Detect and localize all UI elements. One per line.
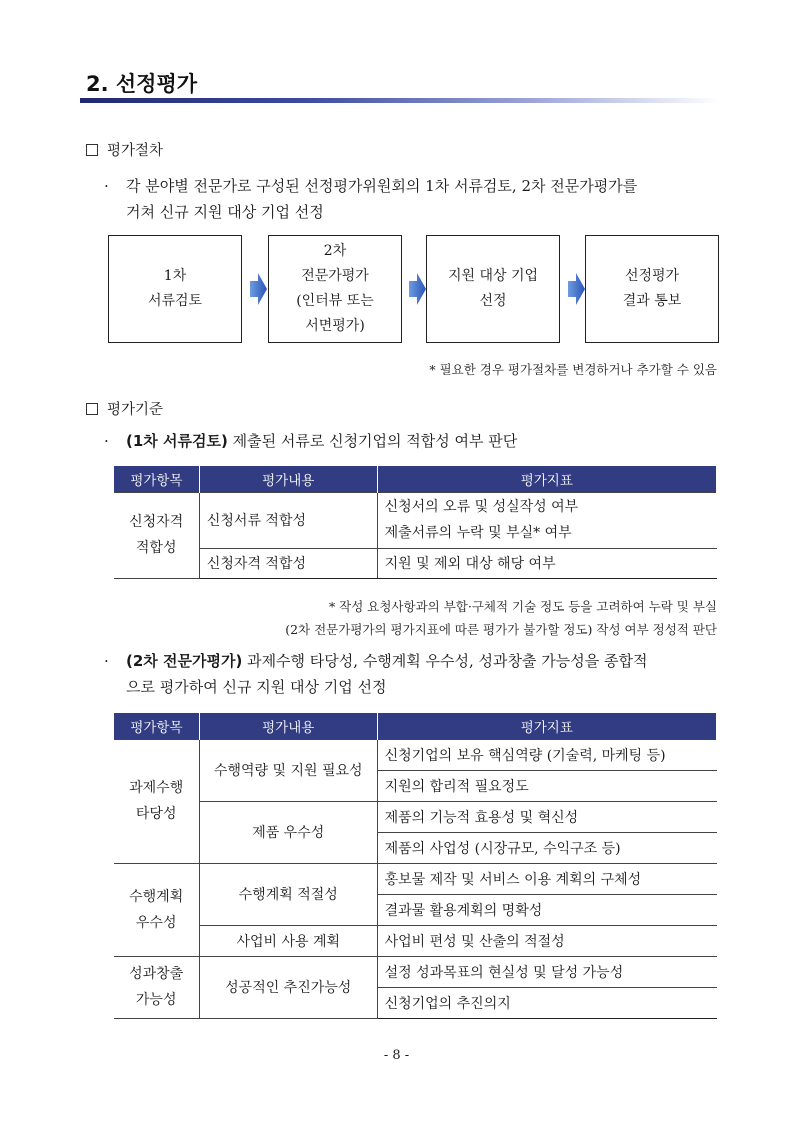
content-cell: 수행계획 적절성 xyxy=(199,863,377,925)
category-line: 타당성 xyxy=(135,806,177,822)
indicator-cell: 설정 성과목표의 현실성 및 달성 가능성 xyxy=(377,956,716,987)
flow-step-2-line: (인터뷰 또는 xyxy=(296,293,374,309)
indicator-cell: 사업비 편성 및 산출의 적절성 xyxy=(377,925,716,956)
flow-step-3-line: 지원 대상 기업 xyxy=(447,268,539,284)
content-cell: 제품 우수성 xyxy=(199,801,377,863)
content-cell: 신청서류 적합성 xyxy=(199,492,377,548)
table-row xyxy=(114,492,717,548)
bullet-dot-icon: · xyxy=(104,177,109,195)
stage2-table xyxy=(113,713,717,1019)
procedure-heading-label: 평가절차 xyxy=(107,143,164,159)
indicator-cell: 결과물 활용계획의 명확성 xyxy=(377,894,716,925)
indicator-cell: 지원 및 제외 대상 해당 여부 xyxy=(377,548,716,578)
column-header: 평가내용 xyxy=(199,713,377,739)
stage1-key: (1차 서류검토) xyxy=(126,432,228,450)
category-cell xyxy=(114,863,200,956)
criteria-heading xyxy=(86,398,163,419)
flow-step-4-line: 결과 통보 xyxy=(622,293,682,309)
procedure-note: * 필요한 경우 평가절차를 변경하거나 추가할 수 있음 xyxy=(429,362,717,377)
table-row xyxy=(114,739,717,770)
indicator-cell: 신청기업의 추진의지 xyxy=(377,987,716,1018)
table-header-row xyxy=(114,466,717,492)
stage2-bullet xyxy=(104,648,724,700)
indicator-cell: 지원의 합리적 필요정도 xyxy=(377,770,716,801)
content-cell: 수행역량 및 지원 필요성 xyxy=(199,739,377,801)
table-header-row xyxy=(114,713,717,739)
column-header: 평가내용 xyxy=(199,466,377,492)
category-line: 신청자격 xyxy=(129,514,184,530)
column-header: 평가지표 xyxy=(377,713,716,739)
stage1-bullet-text xyxy=(126,428,517,454)
indicator-line: 제출서류의 누락 및 부실* 여부 xyxy=(384,525,572,541)
indicator-cell xyxy=(377,492,716,548)
content-cell: 신청자격 적합성 xyxy=(199,548,377,578)
category-line: 과제수행 xyxy=(129,780,184,796)
flow-step-2 xyxy=(268,235,402,343)
column-header: 평가지표 xyxy=(377,466,716,492)
checkbox-square-icon xyxy=(86,403,98,415)
stage1-bullet xyxy=(104,428,724,454)
table-row xyxy=(114,801,717,832)
stage2-desc-line2: 으로 평가하여 신규 지원 대상 기업 선정 xyxy=(126,678,387,696)
bullet-dot-icon: · xyxy=(104,652,109,670)
flow-step-2-line: 서면평가) xyxy=(305,318,365,334)
stage1-desc: 제출된 서류로 신청기업의 적합성 여부 판단 xyxy=(227,432,518,450)
flow-step-2-line: 2차 xyxy=(323,243,347,259)
flow-step-4-line: 선정평가 xyxy=(624,268,680,284)
flow-step-3-line: 선정 xyxy=(479,293,507,309)
flow-step-1-line: 1차 xyxy=(163,268,187,284)
criteria-heading-label: 평가기준 xyxy=(107,402,164,418)
indicator-cell: 제품의 기능적 효용성 및 혁신성 xyxy=(377,801,716,832)
column-header: 평가항목 xyxy=(114,466,200,492)
category-line: 적합성 xyxy=(135,540,177,556)
content-cell: 사업비 사용 계획 xyxy=(199,925,377,956)
section-title: 2. 선정평가 xyxy=(86,72,198,96)
category-line: 수행계획 xyxy=(129,888,184,905)
category-cell xyxy=(114,739,200,863)
table-row xyxy=(114,863,717,894)
stage2-bullet-line1 xyxy=(126,648,647,674)
stage1-note-line2: (2차 전문가평가의 평가지표에 따른 평가가 불가할 정도) 작성 여부 정성적 판단 xyxy=(285,622,717,637)
indicator-line: 신청서의 오류 및 성실작성 여부 xyxy=(384,499,579,515)
content-cell: 성공적인 추진가능성 xyxy=(199,956,377,1018)
table-row xyxy=(114,548,717,578)
flow-step-1 xyxy=(108,235,242,343)
category-line: 가능성 xyxy=(135,992,177,1008)
column-header: 평가항목 xyxy=(114,713,200,739)
table-row xyxy=(114,956,717,987)
bullet-dot-icon: · xyxy=(104,432,109,450)
arrow-right-icon xyxy=(568,273,585,305)
indicator-cell: 제품의 사업성 (시장규모, 수익구조 등) xyxy=(377,832,716,863)
arrow-right-icon xyxy=(409,273,426,305)
category-line: 우수성 xyxy=(135,914,177,931)
indicator-cell: 홍보물 제작 및 서비스 이용 계획의 구체성 xyxy=(377,863,716,894)
indicator-cell: 신청기업의 보유 핵심역량 (기술력, 마케팅 등) xyxy=(377,739,716,770)
stage2-key: (2차 전문가평가) xyxy=(126,652,243,670)
arrow-right-icon xyxy=(250,273,267,305)
stage1-note-line1: * 작성 요청사항과의 부합·구체적 기술 정도 등을 고려하여 누락 및 부실 xyxy=(328,599,717,614)
procedure-bullet xyxy=(104,173,724,225)
table-row xyxy=(114,925,717,956)
page-number: - 8 - xyxy=(383,1048,410,1063)
stage1-table xyxy=(113,466,717,579)
procedure-bullet-line1: 각 분야별 전문가로 구성된 선정평가위원회의 1차 서류검토, 2차 전문가평가를 xyxy=(126,177,638,195)
flow-step-4 xyxy=(585,235,719,343)
procedure-heading xyxy=(86,139,163,160)
flow-step-2-line: 전문가평가 xyxy=(301,268,369,284)
title-underline xyxy=(80,98,720,103)
stage2-desc-line1: 과제수행 타당성, 수행계획 우수성, 성과창출 가능성을 종합적 xyxy=(242,652,648,670)
flow-step-3 xyxy=(426,235,560,343)
checkbox-square-icon xyxy=(86,144,98,156)
flow-step-1-line: 서류검토 xyxy=(147,293,203,309)
category-cell xyxy=(114,492,200,578)
category-cell xyxy=(114,956,200,1018)
procedure-bullet-line2: 거쳐 신규 지원 대상 기업 선정 xyxy=(126,203,324,221)
category-line: 성과창출 xyxy=(129,966,184,982)
